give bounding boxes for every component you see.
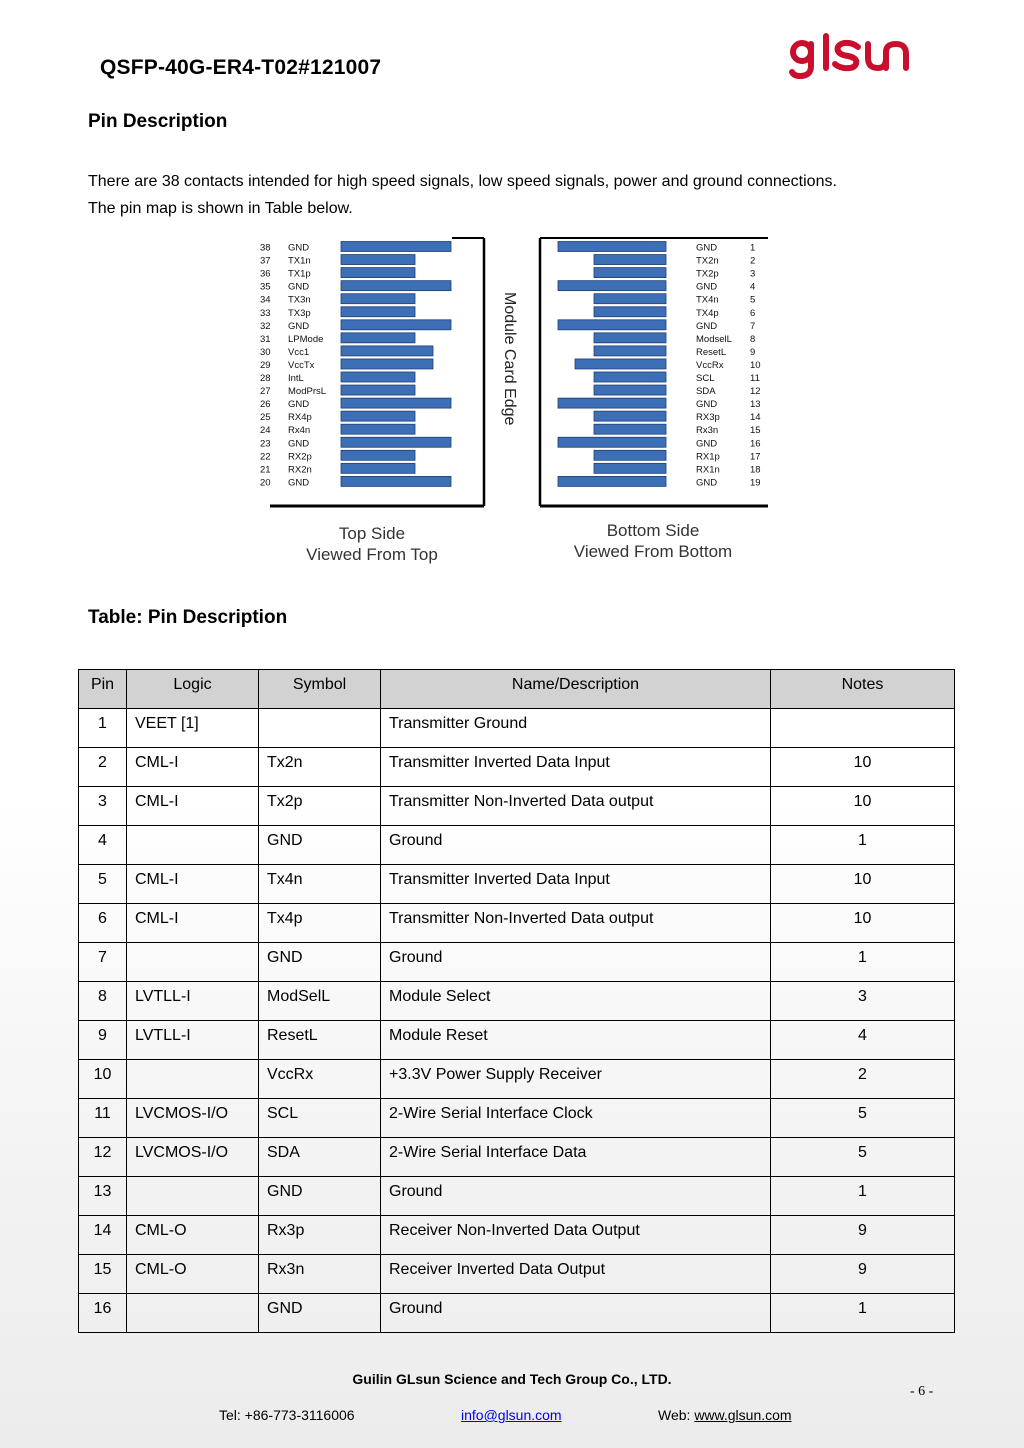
notes-cell: 10	[771, 748, 955, 787]
top-pad-23	[341, 437, 451, 447]
col-header-notes: Notes	[771, 670, 955, 709]
notes-cell: 9	[771, 1216, 955, 1255]
description-cell: Ground	[381, 1294, 771, 1333]
description-cell: Receiver Inverted Data Output	[381, 1255, 771, 1294]
intro-line-2: The pin map is shown in Table below.	[88, 200, 353, 217]
top-pad-24	[341, 424, 415, 434]
pin-map-diagram	[252, 232, 772, 572]
top-pin-name: TX3n	[288, 294, 311, 306]
pin-cell: 14	[79, 1216, 127, 1255]
pin-cell: 1	[79, 709, 127, 748]
bottom-pad-7	[558, 320, 666, 330]
notes-cell: 4	[771, 1021, 955, 1060]
logic-cell	[127, 1060, 259, 1099]
top-pin-number: 25	[260, 412, 271, 424]
top-pin-name: LPMode	[288, 333, 324, 345]
logic-cell: CML-I	[127, 904, 259, 943]
description-cell: Transmitter Non-Inverted Data output	[381, 787, 771, 826]
table-row	[79, 865, 955, 904]
pin-cell: 15	[79, 1255, 127, 1294]
bottom-pad-19	[558, 476, 666, 486]
top-pin-number: 32	[260, 320, 271, 332]
symbol-cell: Tx4p	[259, 904, 381, 943]
pin-cell: 12	[79, 1138, 127, 1177]
bottom-pin-name: GND	[696, 242, 718, 254]
logic-cell: CML-I	[127, 748, 259, 787]
bottom-pin-number: 13	[750, 399, 761, 411]
top-pin-number: 23	[260, 438, 271, 450]
symbol-cell	[259, 709, 381, 748]
top-pin-number: 29	[260, 359, 271, 371]
notes-cell: 5	[771, 1099, 955, 1138]
description-cell: Transmitter Ground	[381, 709, 771, 748]
bottom-pad-4	[558, 281, 666, 291]
pin-cell: 8	[79, 982, 127, 1021]
description-cell: 2-Wire Serial Interface Clock	[381, 1099, 771, 1138]
symbol-cell: VccRx	[259, 1060, 381, 1099]
notes-cell: 3	[771, 982, 955, 1021]
bottom-pin-name: RX1p	[696, 451, 720, 463]
description-cell: Transmitter Inverted Data Input	[381, 748, 771, 787]
top-pin-name: Vcc1	[288, 346, 310, 358]
bottom-pin-number: 18	[750, 464, 761, 476]
bottom-side-caption-sub: Viewed From Bottom	[573, 542, 733, 561]
bottom-pin-number: 5	[750, 294, 756, 306]
table-row	[79, 1177, 955, 1216]
col-header-description: Name/Description	[381, 670, 771, 709]
top-pin-name: IntL	[288, 373, 304, 384]
footer-company: Guilin GLsun Science and Tech Group Co., LTD.	[352, 1371, 672, 1387]
top-pin-name: TX1p	[288, 268, 311, 280]
bottom-pad-18	[594, 463, 666, 473]
bottom-pad-11	[594, 372, 666, 382]
logic-cell: CML-I	[127, 865, 259, 904]
top-pin-number: 33	[260, 307, 271, 319]
description-cell: Ground	[381, 943, 771, 982]
top-pad-29	[341, 359, 433, 369]
logic-cell	[127, 943, 259, 982]
top-pad-36	[341, 268, 415, 278]
top-pad-20	[341, 476, 451, 486]
symbol-cell: Tx2p	[259, 787, 381, 826]
description-cell: +3.3V Power Supply Receiver	[381, 1060, 771, 1099]
pin-table-heading: Table: Pin Description	[88, 607, 288, 628]
top-side-caption-sub: Viewed From Top	[306, 545, 438, 564]
table-row	[79, 1294, 955, 1333]
bottom-pad-2	[594, 255, 666, 265]
top-pin-number: 36	[260, 268, 271, 280]
top-pin-name: GND	[288, 477, 310, 489]
pin-cell: 3	[79, 787, 127, 826]
table-row	[79, 982, 955, 1021]
top-pin-name: Rx4n	[288, 425, 311, 437]
logic-cell: CML-I	[127, 787, 259, 826]
top-pad-34	[341, 294, 415, 304]
logic-cell: LVCMOS-I/O	[127, 1138, 259, 1177]
top-pin-number: 27	[260, 386, 271, 398]
top-pad-35	[341, 281, 451, 291]
bottom-pin-name: SCL	[696, 373, 715, 384]
top-pin-number: 24	[260, 425, 271, 437]
logic-cell: CML-O	[127, 1255, 259, 1294]
bottom-pin-number: 8	[750, 333, 756, 345]
pin-cell: 10	[79, 1060, 127, 1099]
footer-email-link[interactable]: info@glsun.com	[461, 1407, 562, 1423]
logic-cell: LVCMOS-I/O	[127, 1099, 259, 1138]
table-row	[79, 1099, 955, 1138]
document-title: QSFP-40G-ER4-T02#121007	[100, 56, 382, 79]
notes-cell: 1	[771, 943, 955, 982]
notes-cell: 2	[771, 1060, 955, 1099]
top-pin-number: 26	[260, 399, 271, 411]
symbol-cell: ResetL	[259, 1021, 381, 1060]
top-pin-number: 22	[260, 451, 271, 463]
pin-cell: 2	[79, 748, 127, 787]
symbol-cell: SDA	[259, 1138, 381, 1177]
description-cell: Module Reset	[381, 1021, 771, 1060]
notes-cell: 1	[771, 1177, 955, 1216]
notes-cell: 1	[771, 1294, 955, 1333]
pin-cell: 9	[79, 1021, 127, 1060]
bottom-pad-13	[558, 398, 666, 408]
symbol-cell: ModSelL	[259, 982, 381, 1021]
top-pad-26	[341, 398, 451, 408]
symbol-cell: SCL	[259, 1099, 381, 1138]
bottom-pad-8	[594, 333, 666, 343]
top-pin-name: TX3p	[288, 307, 311, 319]
table-row	[79, 748, 955, 787]
top-pad-31	[341, 333, 415, 343]
description-cell: Receiver Non-Inverted Data Output	[381, 1216, 771, 1255]
bottom-pin-number: 7	[750, 320, 756, 332]
bottom-pad-1	[558, 242, 666, 252]
pin-cell: 4	[79, 826, 127, 865]
notes-cell: 10	[771, 787, 955, 826]
notes-cell	[771, 709, 955, 748]
top-pad-32	[341, 320, 451, 330]
bottom-pin-number: 19	[750, 477, 761, 489]
table-row	[79, 787, 955, 826]
bottom-pin-name: RX3p	[696, 412, 720, 424]
description-cell: Module Select	[381, 982, 771, 1021]
bottom-pin-name: TX2p	[696, 268, 719, 280]
footer-tel: Tel: +86-773-3116006	[219, 1407, 355, 1423]
table-row	[79, 826, 955, 865]
logic-cell	[127, 1294, 259, 1333]
top-pad-21	[341, 463, 415, 473]
bottom-pad-5	[594, 294, 666, 304]
top-pin-number: 38	[260, 242, 271, 254]
description-cell: Transmitter Inverted Data Input	[381, 865, 771, 904]
bottom-pin-number: 16	[750, 438, 761, 450]
top-pad-25	[341, 411, 415, 421]
bottom-pad-10	[575, 359, 666, 369]
top-pin-name: ModPrsL	[288, 386, 327, 398]
top-pin-number: 37	[260, 255, 271, 267]
bottom-pin-name: RX1n	[696, 464, 720, 476]
top-pin-name: RX4p	[288, 412, 312, 424]
bottom-side-pins	[558, 242, 761, 489]
bottom-pin-number: 10	[750, 359, 761, 371]
table-row	[79, 904, 955, 943]
symbol-cell: GND	[259, 943, 381, 982]
bottom-pin-number: 2	[750, 255, 756, 267]
top-pin-number: 28	[260, 373, 271, 384]
bottom-pin-name: GND	[696, 320, 718, 332]
table-row	[79, 943, 955, 982]
top-pin-number: 20	[260, 477, 271, 489]
col-header-symbol: Symbol	[259, 670, 381, 709]
logic-cell: CML-O	[127, 1216, 259, 1255]
bottom-pad-6	[594, 307, 666, 317]
top-pin-name: RX2p	[288, 451, 312, 463]
pin-cell: 16	[79, 1294, 127, 1333]
bottom-pin-number: 1	[750, 242, 756, 254]
logic-cell: LVTLL-I	[127, 982, 259, 1021]
top-side-caption: Top Side	[338, 524, 406, 543]
symbol-cell: GND	[259, 1294, 381, 1333]
description-cell: Ground	[381, 1177, 771, 1216]
table-row	[79, 1021, 955, 1060]
top-pin-number: 35	[260, 281, 271, 293]
pin-cell: 5	[79, 865, 127, 904]
page-number: - 6 -	[910, 1384, 934, 1399]
top-pin-name: GND	[288, 281, 310, 293]
bottom-pin-number: 12	[750, 386, 761, 398]
top-pad-33	[341, 307, 415, 317]
table-row	[79, 709, 955, 748]
top-pad-30	[341, 346, 433, 356]
bottom-pin-name: GND	[696, 477, 718, 489]
top-pad-37	[341, 255, 415, 265]
notes-cell: 1	[771, 826, 955, 865]
glsun-logo	[786, 32, 918, 80]
description-cell: Ground	[381, 826, 771, 865]
module-card-edge-label: Module Card Edge	[501, 292, 518, 426]
bottom-pin-number: 6	[750, 307, 756, 319]
bottom-pin-number: 17	[750, 451, 761, 463]
notes-cell: 9	[771, 1255, 955, 1294]
symbol-cell: GND	[259, 1177, 381, 1216]
top-pad-22	[341, 450, 415, 460]
symbol-cell: Rx3n	[259, 1255, 381, 1294]
description-cell: Transmitter Non-Inverted Data output	[381, 904, 771, 943]
intro-line-1: There are 38 contacts intended for high speed signals, low speed signals, power and ground connections.	[88, 173, 837, 190]
top-pin-number: 31	[260, 333, 271, 345]
pin-cell: 7	[79, 943, 127, 982]
top-pad-38	[341, 242, 451, 252]
bottom-pin-number: 3	[750, 268, 756, 280]
top-side-pins	[260, 242, 451, 489]
bottom-pin-name: TX2n	[696, 255, 719, 267]
bottom-pad-12	[594, 385, 666, 395]
description-cell: 2-Wire Serial Interface Data	[381, 1138, 771, 1177]
bottom-pad-14	[594, 411, 666, 421]
col-header-logic: Logic	[127, 670, 259, 709]
footer-web-label: Web:	[658, 1407, 695, 1423]
top-pin-name: GND	[288, 399, 310, 411]
top-pin-number: 34	[260, 294, 271, 306]
bottom-pin-number: 14	[750, 412, 761, 424]
symbol-cell: Rx3p	[259, 1216, 381, 1255]
symbol-cell: Tx4n	[259, 865, 381, 904]
table-row	[79, 1138, 955, 1177]
top-pad-28	[341, 372, 415, 382]
top-pin-name: TX1n	[288, 255, 311, 267]
bottom-pin-number: 11	[750, 373, 760, 384]
table-row	[79, 1255, 955, 1294]
bottom-pad-3	[594, 268, 666, 278]
pin-cell: 6	[79, 904, 127, 943]
bottom-pad-9	[594, 346, 666, 356]
bottom-pin-name: GND	[696, 399, 718, 411]
bottom-side-caption: Bottom Side	[606, 521, 700, 540]
intro-paragraph	[88, 168, 968, 222]
bottom-pad-16	[558, 437, 666, 447]
notes-cell: 5	[771, 1138, 955, 1177]
top-pad-27	[341, 385, 415, 395]
pin-cell: 11	[79, 1099, 127, 1138]
bottom-pin-name: ResetL	[696, 346, 727, 358]
top-pin-name: GND	[288, 320, 310, 332]
bottom-pin-name: ModselL	[696, 333, 732, 345]
bottom-pin-number: 4	[750, 281, 756, 293]
bottom-pin-name: VccRx	[696, 359, 724, 371]
pin-cell: 13	[79, 1177, 127, 1216]
footer-web	[658, 1407, 792, 1423]
table-header-row	[79, 670, 955, 709]
bottom-pin-name: GND	[696, 281, 718, 293]
top-pin-name: RX2n	[288, 464, 312, 476]
col-header-pin: Pin	[79, 670, 127, 709]
top-pin-name: GND	[288, 242, 310, 254]
bottom-pad-17	[594, 450, 666, 460]
top-pin-name: VccTx	[288, 359, 315, 371]
footer-web-link[interactable]: www.glsun.com	[694, 1407, 792, 1423]
pin-description-table	[78, 669, 955, 1333]
table-body	[79, 709, 955, 1333]
top-pin-name: GND	[288, 438, 310, 450]
bottom-pin-name: Rx3n	[696, 425, 719, 437]
bottom-pin-number: 9	[750, 346, 756, 358]
pin-description-heading: Pin Description	[88, 111, 228, 132]
table-row	[79, 1216, 955, 1255]
bottom-pad-15	[594, 424, 666, 434]
top-pin-number: 21	[260, 464, 271, 476]
bottom-pin-name: GND	[696, 438, 718, 450]
logic-cell	[127, 1177, 259, 1216]
notes-cell: 10	[771, 865, 955, 904]
logic-cell: VEET [1]	[127, 709, 259, 748]
top-pin-number: 30	[260, 346, 271, 358]
bottom-pin-name: SDA	[696, 386, 716, 398]
logic-cell: LVTLL-I	[127, 1021, 259, 1060]
logic-cell	[127, 826, 259, 865]
symbol-cell: GND	[259, 826, 381, 865]
symbol-cell: Tx2n	[259, 748, 381, 787]
bottom-pin-name: TX4p	[696, 307, 719, 319]
table-row	[79, 1060, 955, 1099]
bottom-pin-name: TX4n	[696, 294, 719, 306]
notes-cell: 10	[771, 904, 955, 943]
bottom-pin-number: 15	[750, 425, 761, 437]
